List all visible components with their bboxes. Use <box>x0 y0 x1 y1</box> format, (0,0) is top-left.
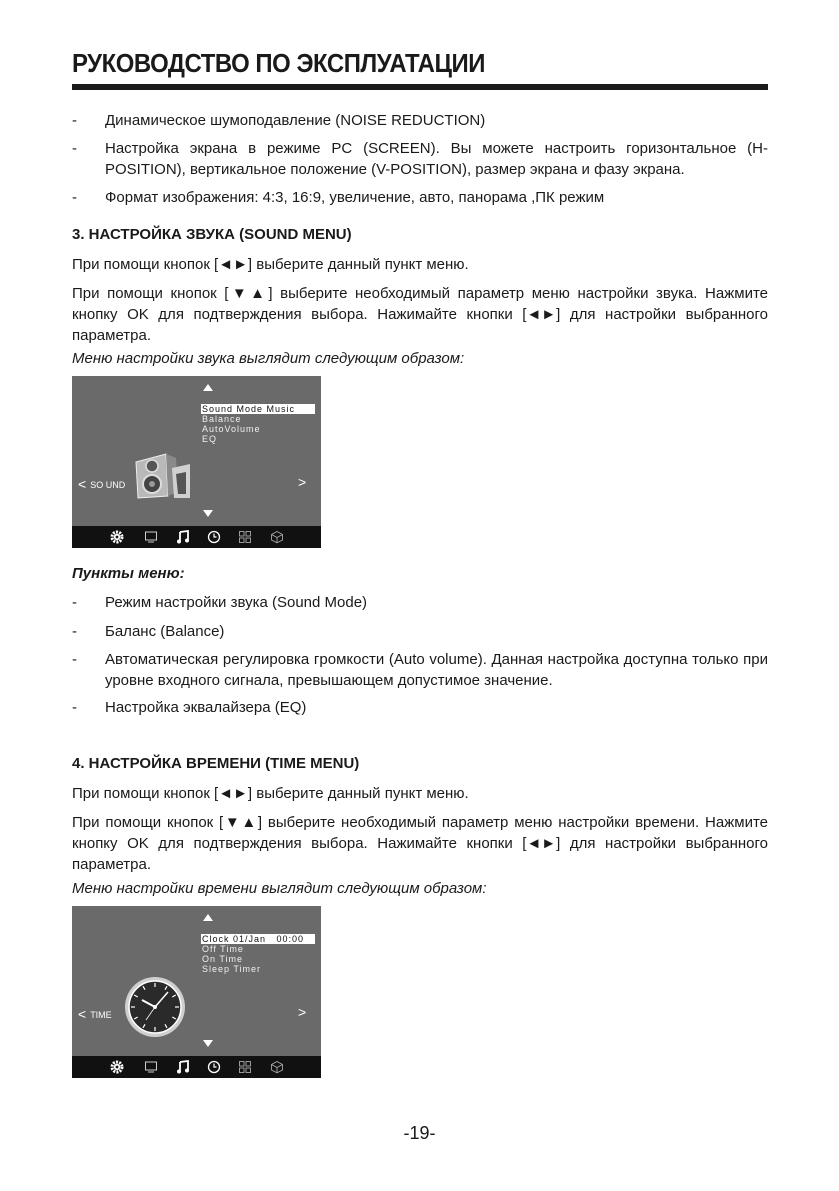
menu-item-eq[interactable]: EQ <box>202 434 218 444</box>
clock-face-icon <box>124 976 186 1038</box>
menu-item-off-time[interactable]: Off Time <box>202 944 244 954</box>
cube-icon[interactable] <box>270 530 284 544</box>
down-arrow-icon <box>203 510 213 517</box>
section-heading-sound: 3. НАСТРОЙКА ЗВУКА (SOUND MENU) <box>72 226 352 243</box>
figure-caption: Меню настройки времени выглядит следующим образом: <box>72 880 487 897</box>
chevron-left-icon: < <box>78 1006 87 1022</box>
music-note-icon[interactable] <box>176 530 190 544</box>
bullet-dash: - <box>72 699 77 716</box>
screen-label-text: SO UND <box>90 480 126 490</box>
sound-menu-list <box>201 404 315 444</box>
chevron-right-icon: > <box>298 474 307 490</box>
cube-icon[interactable] <box>270 1060 284 1074</box>
screen-icon-bar <box>72 526 321 548</box>
time-menu-list <box>201 934 315 974</box>
figure-caption: Меню настройки звука выглядит следующим образом: <box>72 350 465 367</box>
sound-menu-screenshot <box>72 376 321 548</box>
bullet-text: Баланс (Balance) <box>105 623 225 640</box>
header-rule <box>72 84 768 90</box>
bullet-dash: - <box>72 189 77 206</box>
section-heading-time: 4. НАСТРОЙКА ВРЕМЕНИ (TIME MENU) <box>72 755 360 772</box>
speaker-icon <box>132 452 192 500</box>
menu-item-balance[interactable]: Balance <box>202 414 242 424</box>
page-title: РУКОВОДСТВО ПО ЭКСПЛУАТАЦИИ <box>72 48 485 78</box>
paragraph: При помощи кнопок [◄►] выберите данный пункт меню. <box>72 785 469 802</box>
paragraph: При помощи кнопок [▼▲] выберите необходимый параметр меню настройки звука. Нажмите кнопку OK для подтверждения выбора. Нажимайте кнопки [◄►] для настройки выбранного параметра. <box>72 285 768 344</box>
page-number: -19- <box>403 1123 436 1143</box>
bullet-text: Формат изображения: 4:3, 16:9, увеличение, авто, панорама ,ПК режим <box>105 189 605 206</box>
bullet-text: Автоматическая регулировка громкости (Auto volume). Данная настройка доступна только при уровне входного сигнала, превышающем допустимое значение. <box>105 651 768 689</box>
menu-item-sleep-timer[interactable]: Sleep Timer <box>202 964 262 974</box>
gear-icon[interactable] <box>110 530 124 544</box>
menu-item-auto-volume[interactable]: AutoVolume <box>202 424 261 434</box>
bullet-text: Режим настройки звука (Sound Mode) <box>105 594 368 611</box>
up-arrow-icon <box>203 384 213 391</box>
bullet-text: Динамическое шумоподавление (NOISE REDUCTION) <box>105 112 486 129</box>
screen-icon-bar <box>72 1056 321 1078</box>
bullet-dash: - <box>72 651 77 668</box>
chevron-left-icon: < <box>78 476 87 492</box>
paragraph: При помощи кнопок [◄►] выберите данный пункт меню. <box>72 256 469 273</box>
clock-icon[interactable] <box>207 530 221 544</box>
menu-item-on-time[interactable]: On Time <box>202 954 244 964</box>
time-menu-screenshot <box>72 906 321 1078</box>
grid-icon[interactable] <box>238 530 252 544</box>
tv-icon[interactable] <box>144 1060 158 1074</box>
bullet-dash: - <box>72 623 77 640</box>
chevron-right-icon: > <box>298 1004 307 1020</box>
bullet-dash: - <box>72 112 77 129</box>
bullet-text: Настройка экрана в режиме PC (SCREEN). Вы можете настроить горизонтальное (H-POSITION), вертикальное положение (V-POSITION), размер экрана и фазу экрана. <box>105 140 768 178</box>
gear-icon[interactable] <box>110 1060 124 1074</box>
bullet-dash: - <box>72 140 77 157</box>
screen-left-label <box>78 1006 112 1022</box>
menu-item-clock[interactable]: Clock 01/Jan 00:00 <box>201 934 315 944</box>
menu-items-heading: Пункты меню: <box>72 565 185 582</box>
screen-label-text: TIME <box>90 1010 112 1020</box>
clock-icon[interactable] <box>207 1060 221 1074</box>
bullet-text: Настройка эквалайзера (EQ) <box>105 699 307 716</box>
up-arrow-icon <box>203 914 213 921</box>
music-note-icon[interactable] <box>176 1060 190 1074</box>
bullet-dash: - <box>72 594 77 611</box>
down-arrow-icon <box>203 1040 213 1047</box>
menu-item-sound-mode[interactable]: Sound Mode Music <box>201 404 315 414</box>
paragraph: При помощи кнопок [▼▲] выберите необходимый параметр меню настройки времени. Нажмите кнопку OK для подтверждения выбора. Нажимайте кнопки [◄►] для настройки выбранного параметра. <box>72 814 768 873</box>
grid-icon[interactable] <box>238 1060 252 1074</box>
screen-left-label <box>78 476 125 492</box>
tv-icon[interactable] <box>144 530 158 544</box>
